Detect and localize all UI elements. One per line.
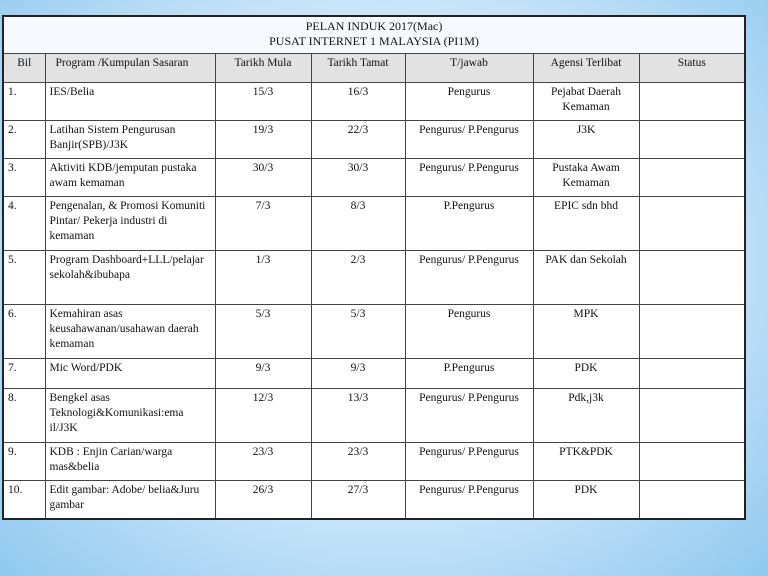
cell-tarikh-tamat: 27/3: [311, 481, 405, 519]
cell-program: Bengkel asas Teknologi&Komunikasi:ema il/J3K: [45, 389, 215, 443]
table-row: [3, 305, 745, 359]
cell-tarikh-mula: 12/3: [215, 389, 311, 443]
cell-status: [639, 197, 745, 251]
cell-tjawab: P.Pengurus: [405, 359, 533, 389]
cell-bil: 9.: [3, 443, 45, 481]
cell-status: [639, 83, 745, 121]
cell-bil: 4.: [3, 197, 45, 251]
cell-agensi: MPK: [533, 305, 639, 359]
cell-agensi: Pejabat Daerah Kemaman: [533, 83, 639, 121]
cell-status: [639, 389, 745, 443]
cell-program: Latihan Sistem Pengurusan Banjir(SPB)/J3K: [45, 121, 215, 159]
cell-agensi: PAK dan Sekolah: [533, 251, 639, 305]
cell-bil: 3.: [3, 159, 45, 197]
cell-agensi: PDK: [533, 359, 639, 389]
cell-tarikh-mula: 7/3: [215, 197, 311, 251]
cell-tjawab: Pengurus/ P.Pengurus: [405, 121, 533, 159]
cell-tarikh-mula: 9/3: [215, 359, 311, 389]
cell-tjawab: Pengurus/ P.Pengurus: [405, 443, 533, 481]
table-row: [3, 389, 745, 443]
cell-program: Pengenalan, & Promosi Komuniti Pintar/ Pekerja industri di kemaman: [45, 197, 215, 251]
table-row: [3, 159, 745, 197]
cell-tarikh-tamat: 9/3: [311, 359, 405, 389]
cell-tarikh-tamat: 13/3: [311, 389, 405, 443]
table-row: [3, 251, 745, 305]
cell-tjawab: Pengurus/ P.Pengurus: [405, 481, 533, 519]
plan-table: [2, 15, 746, 520]
header-tjawab: T/jawab: [405, 54, 533, 83]
cell-agensi: Pustaka Awam Kemaman: [533, 159, 639, 197]
cell-program: Mic Word/PDK: [45, 359, 215, 389]
cell-bil: 7.: [3, 359, 45, 389]
header-program: Program /Kumpulan Sasaran: [45, 54, 215, 83]
cell-bil: 10.: [3, 481, 45, 519]
cell-tjawab: Pengurus/ P.Pengurus: [405, 389, 533, 443]
header-agensi: Agensi Terlibat: [533, 54, 639, 83]
table-row: [3, 83, 745, 121]
cell-status: [639, 251, 745, 305]
header-bil: Bil: [3, 54, 45, 83]
cell-bil: 2.: [3, 121, 45, 159]
cell-status: [639, 121, 745, 159]
cell-tarikh-mula: 1/3: [215, 251, 311, 305]
cell-program: Aktiviti KDB/jemputan pustaka awam kemaman: [45, 159, 215, 197]
cell-tarikh-mula: 30/3: [215, 159, 311, 197]
table-body: [3, 83, 745, 519]
title-row: [3, 16, 745, 54]
cell-tjawab: Pengurus: [405, 83, 533, 121]
cell-program: Kemahiran asas keusahawanan/usahawan daerah kemaman: [45, 305, 215, 359]
header-tarikh-tamat: Tarikh Tamat: [311, 54, 405, 83]
cell-program: KDB : Enjin Carian/warga mas&belia: [45, 443, 215, 481]
cell-status: [639, 359, 745, 389]
cell-tarikh-mula: 19/3: [215, 121, 311, 159]
cell-bil: 8.: [3, 389, 45, 443]
table-row: [3, 121, 745, 159]
cell-agensi: PDK: [533, 481, 639, 519]
cell-tarikh-tamat: 8/3: [311, 197, 405, 251]
title-line-2: PUSAT INTERNET 1 MALAYSIA (PI1M): [269, 34, 479, 48]
table-row: [3, 359, 745, 389]
cell-status: [639, 305, 745, 359]
cell-tarikh-tamat: 2/3: [311, 251, 405, 305]
cell-tarikh-tamat: 5/3: [311, 305, 405, 359]
cell-tjawab: Pengurus: [405, 305, 533, 359]
cell-tarikh-mula: 23/3: [215, 443, 311, 481]
cell-bil: 1.: [3, 83, 45, 121]
cell-tarikh-tamat: 23/3: [311, 443, 405, 481]
header-row: [3, 54, 745, 83]
cell-tjawab: Pengurus/ P.Pengurus: [405, 251, 533, 305]
cell-status: [639, 443, 745, 481]
cell-agensi: Pdk,j3k: [533, 389, 639, 443]
cell-program: Program Dashboard+LLL/pelajar sekolah&ibubapa: [45, 251, 215, 305]
cell-bil: 5.: [3, 251, 45, 305]
header-tarikh-mula: Tarikh Mula: [215, 54, 311, 83]
cell-tarikh-tamat: 22/3: [311, 121, 405, 159]
table-row: [3, 197, 745, 251]
cell-tarikh-mula: 15/3: [215, 83, 311, 121]
cell-tarikh-mula: 26/3: [215, 481, 311, 519]
cell-agensi: EPIC sdn bhd: [533, 197, 639, 251]
cell-tarikh-mula: 5/3: [215, 305, 311, 359]
cell-program: Edit gambar: Adobe/ belia&Juru gambar: [45, 481, 215, 519]
header-status: Status: [639, 54, 745, 83]
table-title: [3, 16, 745, 54]
table-row: [3, 481, 745, 519]
table-row: [3, 443, 745, 481]
cell-status: [639, 481, 745, 519]
cell-status: [639, 159, 745, 197]
cell-program: IES/Belia: [45, 83, 215, 121]
title-line-1: PELAN INDUK 2017(Mac): [305, 19, 443, 33]
cell-tarikh-tamat: 30/3: [311, 159, 405, 197]
cell-tjawab: P.Pengurus: [405, 197, 533, 251]
cell-agensi: PTK&PDK: [533, 443, 639, 481]
cell-tarikh-tamat: 16/3: [311, 83, 405, 121]
cell-bil: 6.: [3, 305, 45, 359]
cell-agensi: J3K: [533, 121, 639, 159]
cell-tjawab: Pengurus/ P.Pengurus: [405, 159, 533, 197]
